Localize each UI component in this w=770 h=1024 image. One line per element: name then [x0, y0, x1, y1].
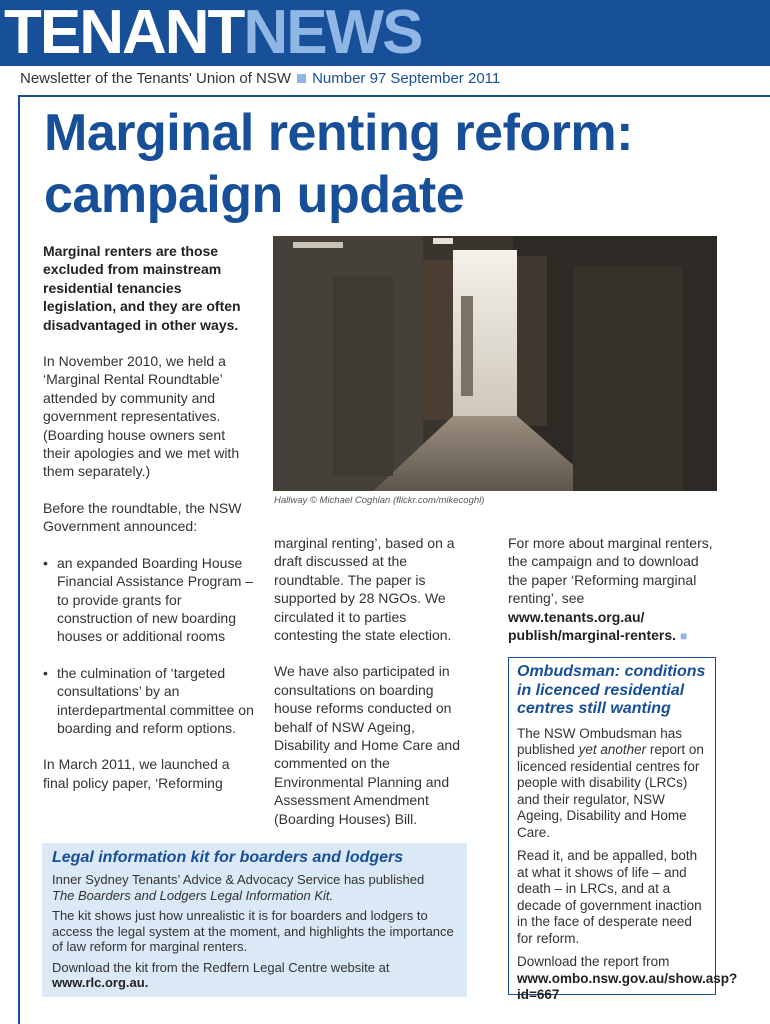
ombudsman-link[interactable]: www.ombo.nsw.gov.au/show.asp?id=667: [517, 970, 738, 1002]
right-column: [508, 534, 718, 645]
roundtable-paragraph: In November 2010, we held a ‘Marginal Rental Roundtable’ attended by community and government representatives. (Boarding house owners sent their apologies and we met with them separately.): [43, 353, 240, 480]
legal-kit-download: Download the kit from the Redfern Legal Centre website at: [52, 959, 390, 975]
legal-kit-box: [42, 843, 467, 997]
bullet-dot-icon: •: [43, 664, 48, 681]
newsletter-subtitle: Newsletter of the Tenants' Union of NSW: [20, 70, 292, 87]
bullet-dot-icon: •: [43, 554, 48, 571]
headline-line-2: campaign update: [44, 166, 465, 224]
hallway-photo: [273, 236, 717, 491]
ombudsman-emphasis: yet another: [578, 742, 647, 757]
tenants-link[interactable]: www.tenants.org.au/ publish/marginal-renters.: [508, 608, 677, 644]
ombudsman-box: [508, 657, 738, 1002]
consultations-paragraph: We have also participated in consultations on boarding house reforms conducted on behalf of NSW Ageing, Disability and Home Care and commented on the Environmental Planning and Assessment Amendment (Boarding Houses) Bill.: [274, 663, 460, 827]
header-divider: [18, 95, 770, 97]
ombudsman-text: report on licenced residential centres for people with disability (LRCs) and their regulator, NSW Ageing, Disability and Home Care.: [517, 742, 704, 840]
left-column: [43, 242, 255, 810]
masthead-logo: [4, 0, 421, 66]
legal-kit-name: The Boarders and Lodgers Legal Information Kit.: [52, 887, 334, 903]
announcement-paragraph: Before the roundtable, the NSW Government announced:: [43, 499, 242, 535]
marginal-renting-paragraph: marginal renting’, based on a draft discussed at the roundtable. The paper is supported by 28 NGOs. We circulated it to parties contesting the state election.: [274, 535, 455, 644]
rlc-link[interactable]: www.rlc.org.au.: [52, 975, 149, 990]
masthead-subline: [20, 70, 500, 87]
bullet-text: the culmination of ‘targeted consultations’ by an interdepartmental committee on boarding and reform options.: [57, 664, 254, 736]
ombudsman-text: The NSW Ombudsman has published: [517, 725, 683, 757]
middle-column: [274, 534, 472, 846]
issue-number: Number 97 September 2011: [312, 70, 501, 87]
legal-kit-description: The kit shows just how unrealistic it is for boarders and lodgers to access the legal system at the moment, and highlights the importance of law reform for marginal renters.: [52, 908, 454, 954]
masthead-banner: [0, 0, 770, 66]
end-mark-icon: ■: [680, 629, 688, 644]
lead-paragraph: Marginal renters are those excluded from mainstream residential tenancies legislation, and they are often disadvantaged in other ways.: [43, 243, 241, 333]
ombudsman-appalled: Read it, and be appalled, both at what it shows of life – and death – in LRCs, and at a decade of government inaction in the face of desperate need for reform.: [517, 848, 702, 946]
masthead-title-tenant: TENANT: [4, 0, 244, 66]
ombudsman-title: Ombudsman: conditions in licenced residential centres still wanting: [517, 663, 706, 717]
legal-kit-intro: Inner Sydney Tenants’ Advice & Advocacy Service has published: [52, 872, 425, 887]
legal-kit-title: Legal information kit for boarders and lodgers: [52, 849, 404, 866]
article-headline: [44, 102, 764, 226]
headline-line-1: Marginal renting reform:: [44, 104, 633, 162]
masthead-title-news: NEWS: [243, 0, 422, 66]
more-info-text: For more about marginal renters, the campaign and to download the paper ‘Reforming marginal renting’, see: [508, 535, 713, 607]
photo-caption: Hallway © Michael Coghlan (flickr.com/mikecoghl): [274, 495, 485, 506]
bullet-item: [43, 664, 255, 738]
bullet-text: an expanded Boarding House Financial Assistance Program – to provide grants for construction of new boarding houses or additional rooms: [57, 554, 254, 645]
ombudsman-download: Download the report from: [517, 954, 670, 969]
policy-paper-paragraph: In March 2011, we launched a final policy paper, ‘Reforming: [43, 756, 230, 791]
separator-square-icon: [297, 74, 306, 83]
left-margin-rule: [18, 97, 20, 1024]
bullet-item: [43, 554, 255, 646]
hallway-illustration: [273, 236, 717, 491]
